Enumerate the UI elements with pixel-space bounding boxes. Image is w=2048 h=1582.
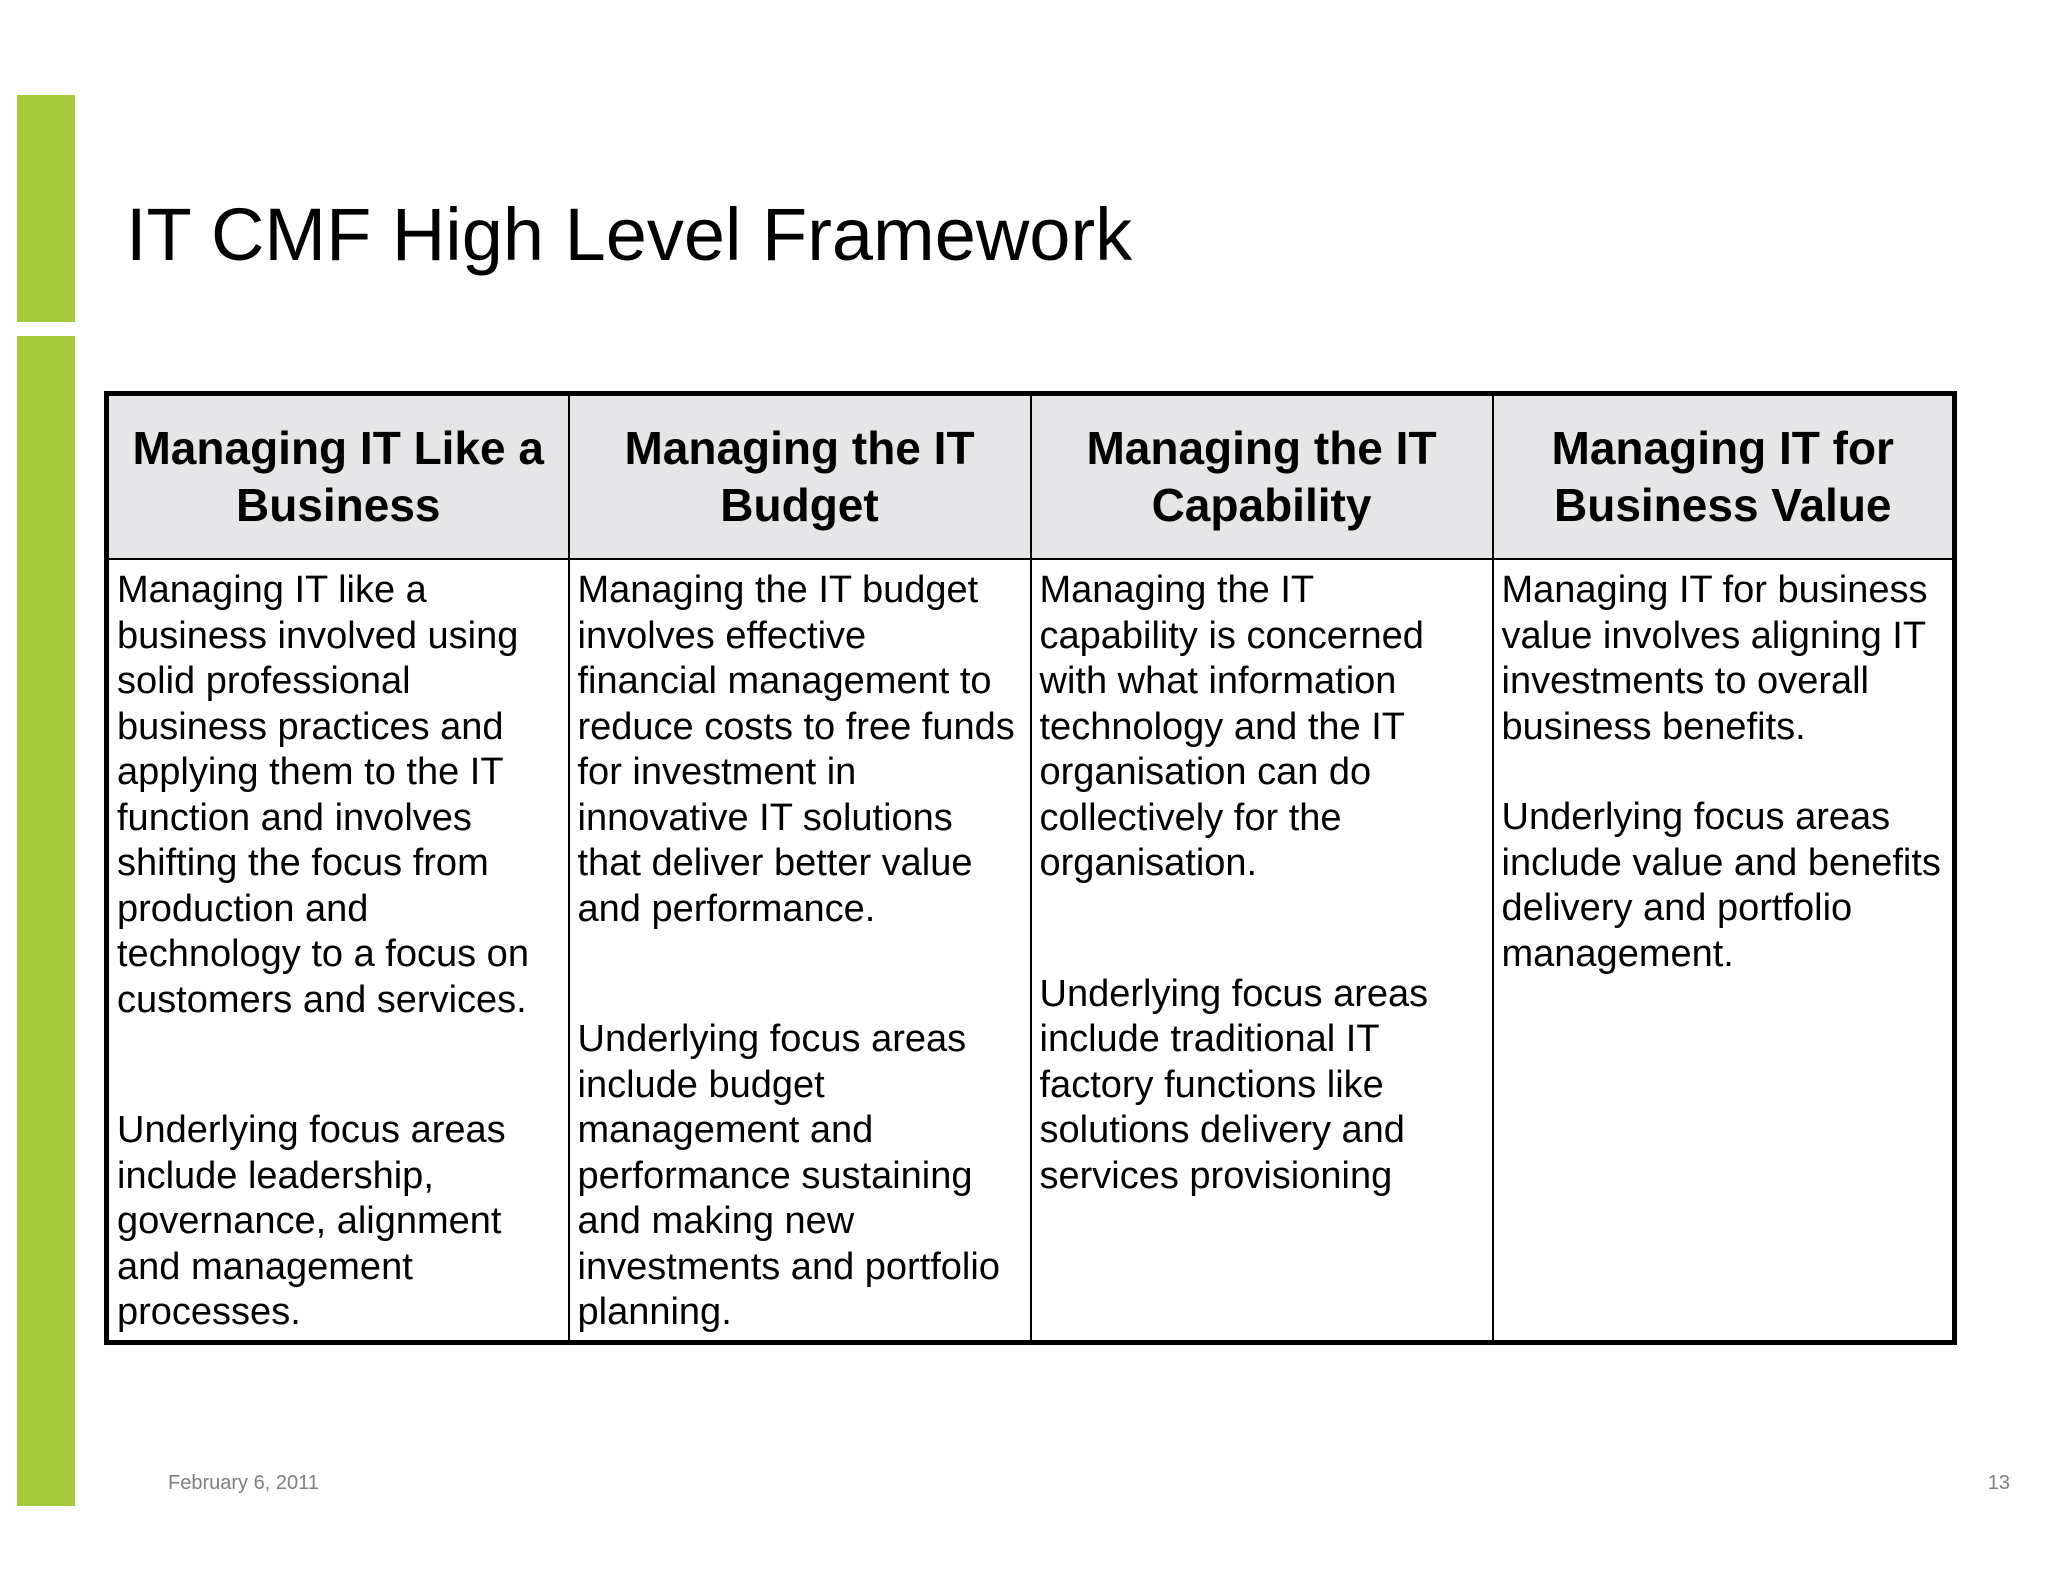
cell-description: Managing IT like a business involved using solid professional business practices and applying them to the IT function and involves shifting the focus from production and technology to a focus on customers and services. [117,569,529,1021]
table-header-row [107,394,1955,560]
paragraph-gap [1502,750,1945,795]
accent-bar-top [17,95,75,322]
accent-bar-bottom [17,336,75,1506]
cell-focus-areas: Underlying focus areas include leadership, governance, alignment and management processes. [117,1109,506,1333]
slide-title: IT CMF High Level Framework [126,193,1133,276]
cell-focus-areas: Underlying focus areas include budget management and performance sustaining and making new investments and portfolio planning. [577,1018,1000,1333]
header-label: Managing the IT Capability [1086,422,1437,531]
cell-description: Managing the IT budget involves effective financial management to reduce costs to free funds for investment in innovative IT solutions that deliver better value and performance. [577,569,1015,930]
cell-focus-areas: Underlying focus areas include value and benefits delivery and portfolio management. [1501,796,1941,975]
paragraph-gap [1040,887,1484,972]
header-managing-the-it-capability [1031,394,1493,560]
cell-description: Managing the IT capability is concerned with what information technology and the IT organisation can do collectively for the organisation. [1039,569,1424,884]
paragraph-gap [578,932,1022,1017]
framework-table [104,391,1957,1345]
cell-managing-the-it-budget [569,559,1031,1342]
cell-managing-it-like-a-business [107,559,569,1342]
table-row [107,559,1955,1342]
header-managing-the-it-budget [569,394,1031,560]
header-label: Managing IT Like a Business [132,422,544,531]
header-managing-it-for-business-value [1493,394,1955,560]
header-managing-it-like-a-business [107,394,569,560]
footer-date: February 6, 2011 [168,1472,319,1494]
page-number: 13 [1987,1472,2010,1494]
header-label: Managing the IT Budget [624,422,975,531]
header-label: Managing IT for Business Value [1551,422,1894,531]
paragraph-gap [117,1023,560,1108]
cell-managing-it-for-business-value [1493,559,1955,1342]
cell-description: Managing IT for business value involves aligning IT investments to overall business benefits. [1501,569,1928,748]
cell-focus-areas: Underlying focus areas include traditional IT factory functions like solutions delivery and services provisioning [1039,972,1429,1197]
cell-managing-the-it-capability [1031,559,1493,1342]
